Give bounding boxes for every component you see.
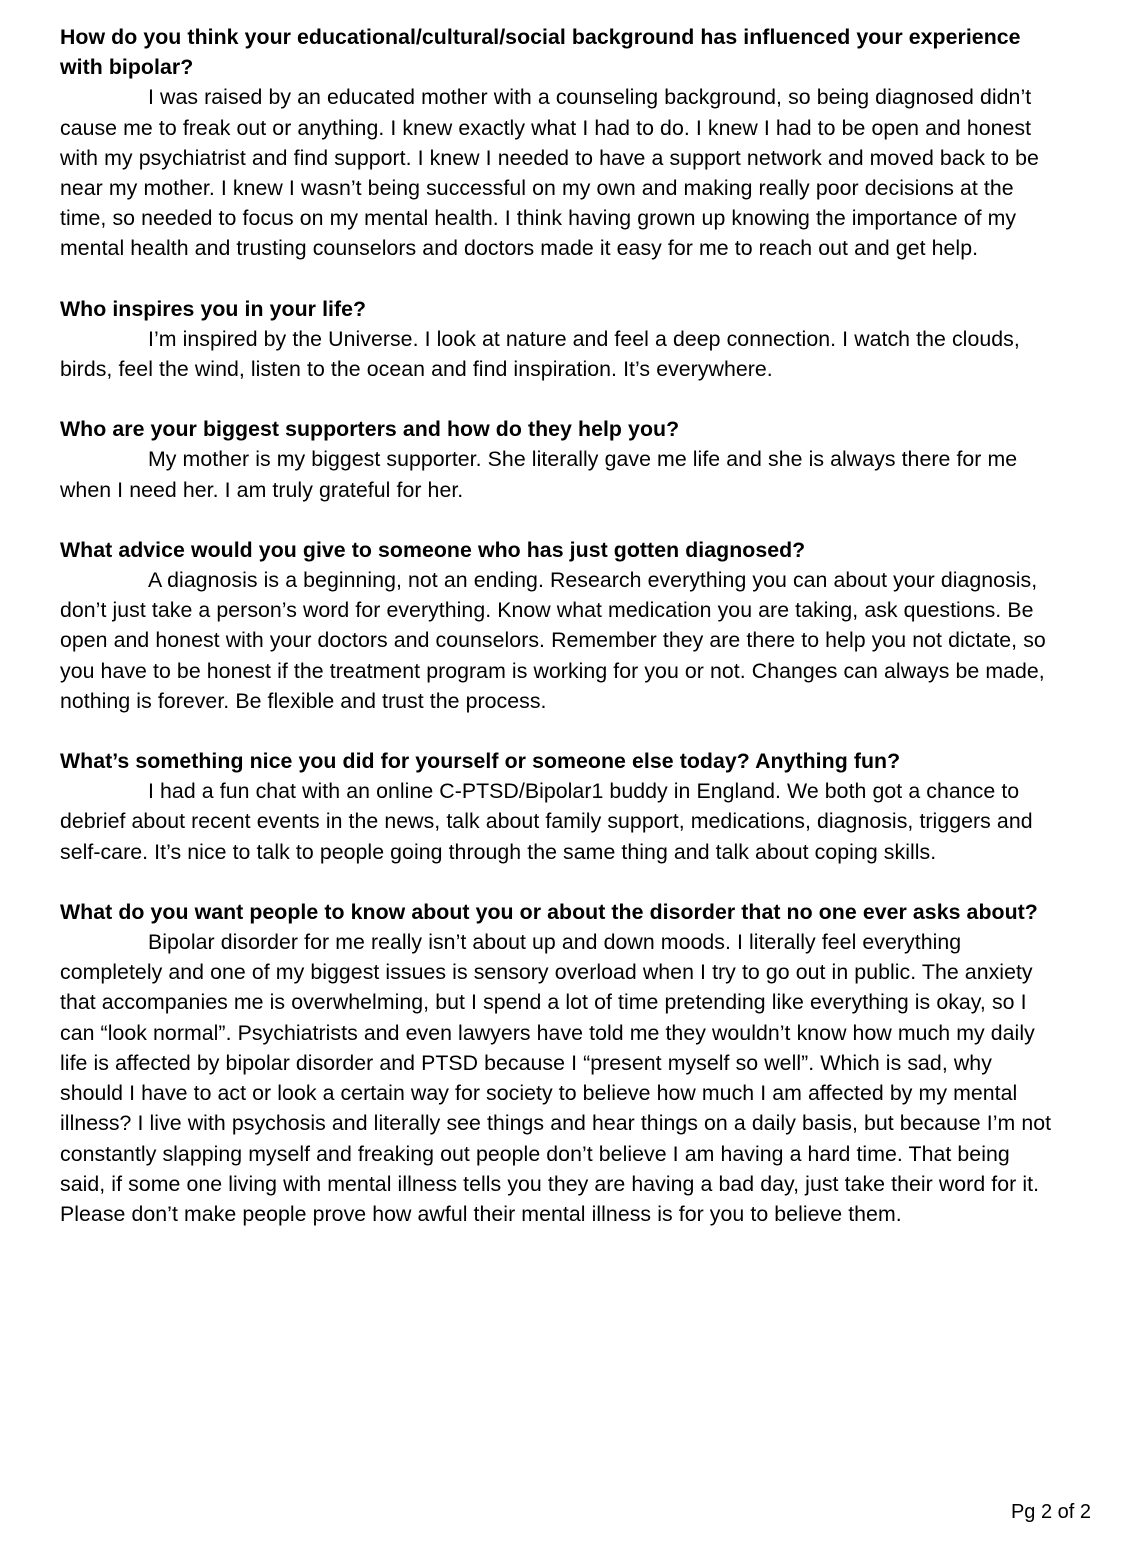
- question-heading: Who are your biggest supporters and how do they help you?: [60, 417, 680, 442]
- question-heading: What do you want people to know about you or about the disorder that no one ever asks about?: [60, 899, 1038, 924]
- answer-paragraph: I was raised by an educated mother with a counseling background, so being diagnosed didn’t cause me to freak out or anything. I knew exactly what I had to do. I knew I had to be open and honest with my psychiatrist and find support. I knew I needed to have a support network and moved back to be near my mother. I knew I wasn’t being successful on my own and making really poor decisions at the time, so needed to focus on my mental health. I think having grown up knowing the importance of my mental health and trusting counselors and doctors made it easy for me to reach out and get help.: [60, 85, 1039, 261]
- qa-block: [60, 746, 1053, 867]
- qa-block: [60, 22, 1053, 264]
- answer-paragraph: My mother is my biggest supporter. She literally gave me life and she is always there for me when I need her. I am truly grateful for her.: [60, 447, 1018, 502]
- answer-paragraph: A diagnosis is a beginning, not an ending. Research everything you can about your diagnosis, don’t just take a person’s word for everything. Know what medication you are taking, ask questions. Be open and honest with your doctors and counselors. Remember they are there to help you not dictate, so you have to be honest if the treatment program is working for you or not. Changes can always be made, nothing is forever. Be flexible and trust the process.: [60, 568, 1046, 713]
- qa-block: [60, 414, 1053, 505]
- page-number-footer: Pg 2 of 2: [1010, 1501, 1091, 1523]
- qa-block: [60, 294, 1053, 385]
- question-heading: What’s something nice you did for yourself or someone else today? Anything fun?: [60, 749, 901, 774]
- answer-paragraph: I had a fun chat with an online C-PTSD/Bipolar1 buddy in England. We both got a chance to debrief about recent events in the news, talk about family support, medications, diagnosis, triggers and self-care. It’s nice to talk to people going through the same thing and talk about coping skills.: [60, 779, 1033, 864]
- answer-paragraph: I’m inspired by the Universe. I look at nature and feel a deep connection. I watch the clouds, birds, feel the wind, listen to the ocean and find inspiration. It’s everywhere.: [60, 326, 1020, 382]
- qa-block: [60, 897, 1053, 1229]
- question-heading: Who inspires you in your life?: [60, 296, 367, 321]
- question-heading: What advice would you give to someone who has just gotten diagnosed?: [60, 537, 806, 562]
- question-heading: How do you think your educational/cultural/social background has influenced your experience with bipolar?: [60, 25, 1021, 80]
- answer-paragraph: Bipolar disorder for me really isn’t about up and down moods. I literally feel everything completely and one of my biggest issues is sensory overload when I try to go out in public. The anxiety that accompanies me is overwhelming, but I spend a lot of time pretending like everything is okay, so I can “look normal”. Psychiatrists and even lawyers have told me they wouldn’t know how much my daily life is affected by bipolar disorder and PTSD because I “present myself so well”. Which is sad, why should I have to act or look a certain way for society to believe how much I am affected by my mental illness? I live with psychosis and literally see things and hear things on a daily basis, but because I’m not constantly slapping myself and freaking out people don’t believe I am having a hard time. That being said, if some one living with mental illness tells you they are having a bad day, just take their word for it. Please don’t make people prove how awful their mental illness is for you to believe them.: [60, 930, 1052, 1226]
- qa-block: [60, 535, 1053, 716]
- document-body: [60, 22, 1053, 1229]
